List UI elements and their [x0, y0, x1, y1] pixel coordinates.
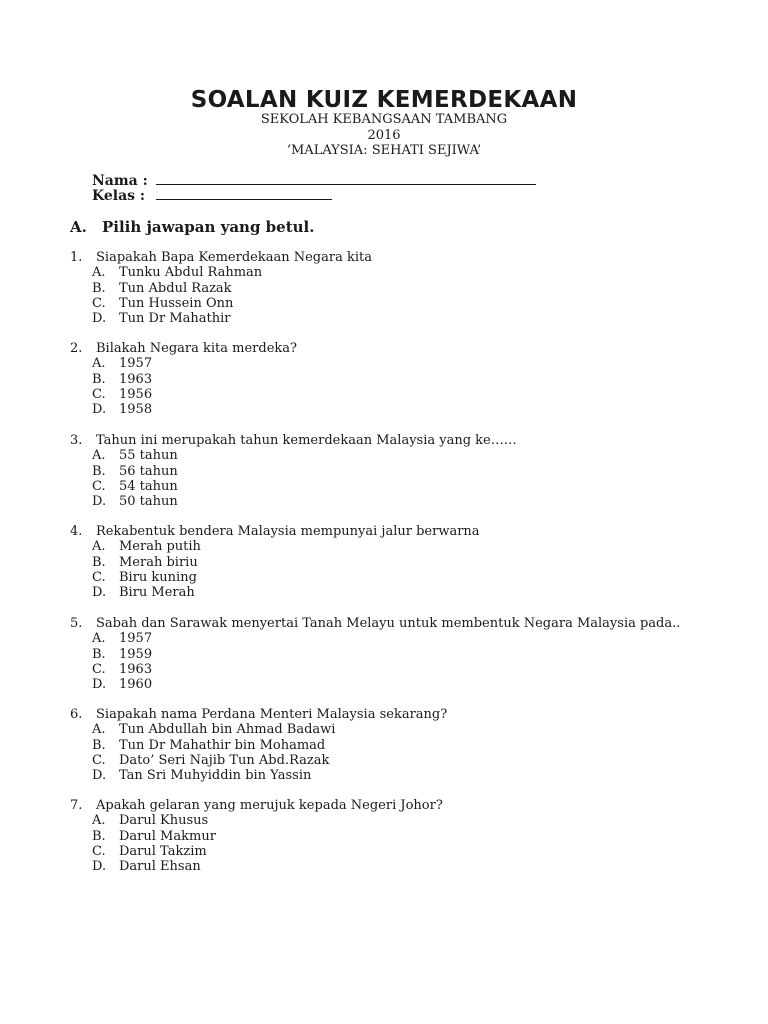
answer-option[interactable] — [70, 647, 710, 662]
answer-option[interactable] — [70, 753, 710, 768]
question-number: 7. — [70, 798, 83, 813]
answer-option[interactable] — [70, 570, 710, 585]
option-letter: C. — [92, 752, 106, 768]
year-label: 2016 — [367, 128, 401, 143]
option-letter: C. — [92, 478, 106, 494]
answer-option[interactable] — [70, 662, 710, 677]
option-letter: A. — [92, 448, 106, 464]
option-text: 50 tahun — [119, 494, 178, 510]
class-label: Kelas : — [92, 188, 146, 204]
option-letter: A. — [92, 539, 106, 555]
option-text: 1957 — [119, 631, 153, 647]
option-letter: C. — [92, 843, 106, 859]
answer-option[interactable] — [70, 844, 710, 859]
option-letter: D. — [92, 402, 107, 418]
answer-option[interactable] — [70, 296, 710, 311]
section-instruction: Pilih jawapan yang betul. — [102, 218, 315, 236]
option-letter: C. — [92, 295, 106, 311]
option-text: 56 tahun — [119, 463, 178, 479]
class-field-row — [92, 187, 332, 204]
option-text: 55 tahun — [119, 448, 178, 464]
option-letter: D. — [92, 585, 107, 601]
question-text: Sabah dan Sarawak menyertai Tanah Melayu untuk membentuk Negara Malaysia pada.. — [96, 616, 681, 631]
answer-option[interactable] — [70, 829, 710, 844]
question-number: 1. — [70, 250, 83, 265]
question-text: Siapakah nama Perdana Menteri Malaysia sekarang? — [96, 707, 448, 722]
option-text: Darul Ehsan — [119, 859, 201, 875]
page-title: SOALAN KUIZ KEMERDEKAAN — [190, 87, 578, 113]
answer-option[interactable] — [70, 738, 710, 753]
question-1 — [70, 250, 710, 326]
question-7 — [70, 798, 710, 874]
answer-option[interactable] — [70, 585, 710, 600]
option-letter: A. — [92, 356, 106, 372]
answer-option[interactable] — [70, 813, 710, 828]
option-letter: A. — [92, 631, 106, 647]
answer-option[interactable] — [70, 281, 710, 296]
question-text: Rekabentuk bendera Malaysia mempunyai jalur berwarna — [96, 524, 480, 539]
question-number: 5. — [70, 616, 83, 631]
option-letter: D. — [92, 311, 107, 327]
option-text: Tun Dr Mahathir bin Mohamad — [119, 737, 326, 753]
question-number: 6. — [70, 707, 83, 722]
question-4 — [70, 524, 710, 600]
question-text: Siapakah Bapa Kemerdekaan Negara kita — [96, 250, 372, 265]
option-letter: B. — [92, 646, 106, 662]
answer-option[interactable] — [70, 372, 710, 387]
option-text: Tun Hussein Onn — [119, 295, 234, 311]
question-text: Apakah gelaran yang merujuk kepada Negeri Johor? — [96, 798, 443, 813]
question-3 — [70, 433, 710, 509]
option-letter: D. — [92, 494, 107, 510]
option-text: 1958 — [119, 402, 153, 418]
option-text: Dato’ Seri Najib Tun Abd.Razak — [119, 752, 330, 768]
question-stem — [70, 433, 710, 448]
option-letter: C. — [92, 569, 106, 585]
option-letter: B. — [92, 737, 106, 753]
answer-option[interactable] — [70, 539, 710, 554]
option-text: Darul Khusus — [119, 813, 209, 829]
option-text: 1960 — [119, 677, 153, 693]
option-text: Biru Merah — [119, 585, 195, 601]
answer-option[interactable] — [70, 402, 710, 417]
option-text: Tun Abdul Razak — [119, 280, 232, 296]
option-letter: C. — [92, 386, 106, 402]
option-letter: C. — [92, 661, 106, 677]
name-label: Nama : — [92, 173, 148, 189]
answer-option[interactable] — [70, 494, 710, 509]
option-letter: D. — [92, 859, 107, 875]
option-text: 1963 — [119, 371, 153, 387]
option-text: Merah putih — [119, 539, 201, 555]
option-text: Tun Dr Mahathir — [119, 311, 231, 327]
option-letter: B. — [92, 463, 106, 479]
answer-option[interactable] — [70, 555, 710, 570]
answer-option[interactable] — [70, 859, 710, 874]
option-text: Darul Takzim — [119, 843, 207, 859]
option-letter: D. — [92, 677, 107, 693]
question-stem — [70, 798, 710, 813]
option-letter: B. — [92, 554, 106, 570]
answer-option[interactable] — [70, 677, 710, 692]
answer-option[interactable] — [70, 311, 710, 326]
school-name: SEKOLAH KEBANGSAAN TAMBANG — [260, 112, 508, 127]
section-heading — [70, 218, 314, 236]
option-text: Tan Sri Muhyiddin bin Yassin — [119, 768, 312, 784]
option-text: 54 tahun — [119, 478, 178, 494]
option-letter: A. — [92, 722, 106, 738]
answer-option[interactable] — [70, 356, 710, 371]
question-5 — [70, 616, 710, 692]
answer-option[interactable] — [70, 464, 710, 479]
name-blank-line[interactable] — [156, 172, 536, 185]
option-text: Merah biriu — [119, 554, 198, 570]
option-text: Tunku Abdul Rahman — [119, 265, 263, 281]
answer-option[interactable] — [70, 448, 710, 463]
option-letter: A. — [92, 813, 106, 829]
question-stem — [70, 616, 710, 631]
answer-option[interactable] — [70, 387, 710, 402]
question-2 — [70, 341, 710, 417]
option-letter: B. — [92, 371, 106, 387]
option-text: Biru kuning — [119, 569, 197, 585]
question-6 — [70, 707, 710, 783]
question-stem — [70, 341, 710, 356]
option-text: 1959 — [119, 646, 153, 662]
question-stem — [70, 524, 710, 539]
question-stem — [70, 250, 710, 265]
class-blank-line[interactable] — [156, 187, 332, 200]
option-letter: B. — [92, 280, 106, 296]
question-text: Tahun ini merupakah tahun kemerdekaan Malaysia yang ke…… — [96, 433, 517, 448]
theme-label: ‘MALAYSIA: SEHATI SEJIWA’ — [286, 143, 482, 158]
option-text: 1957 — [119, 356, 153, 372]
option-letter: B. — [92, 828, 106, 844]
section-letter: A. — [70, 218, 87, 236]
option-text: Darul Makmur — [119, 828, 216, 844]
answer-option[interactable] — [70, 479, 710, 494]
option-letter: A. — [92, 265, 106, 281]
option-letter: D. — [92, 768, 107, 784]
question-stem — [70, 707, 710, 722]
answer-option[interactable] — [70, 631, 710, 646]
question-number: 4. — [70, 524, 83, 539]
option-text: 1963 — [119, 661, 153, 677]
answer-option[interactable] — [70, 265, 710, 280]
question-text: Bilakah Negara kita merdeka? — [96, 341, 297, 356]
answer-option[interactable] — [70, 768, 710, 783]
answer-option[interactable] — [70, 722, 710, 737]
question-number: 3. — [70, 433, 83, 448]
question-number: 2. — [70, 341, 83, 356]
option-text: 1956 — [119, 386, 153, 402]
option-text: Tun Abdullah bin Ahmad Badawi — [119, 722, 336, 738]
